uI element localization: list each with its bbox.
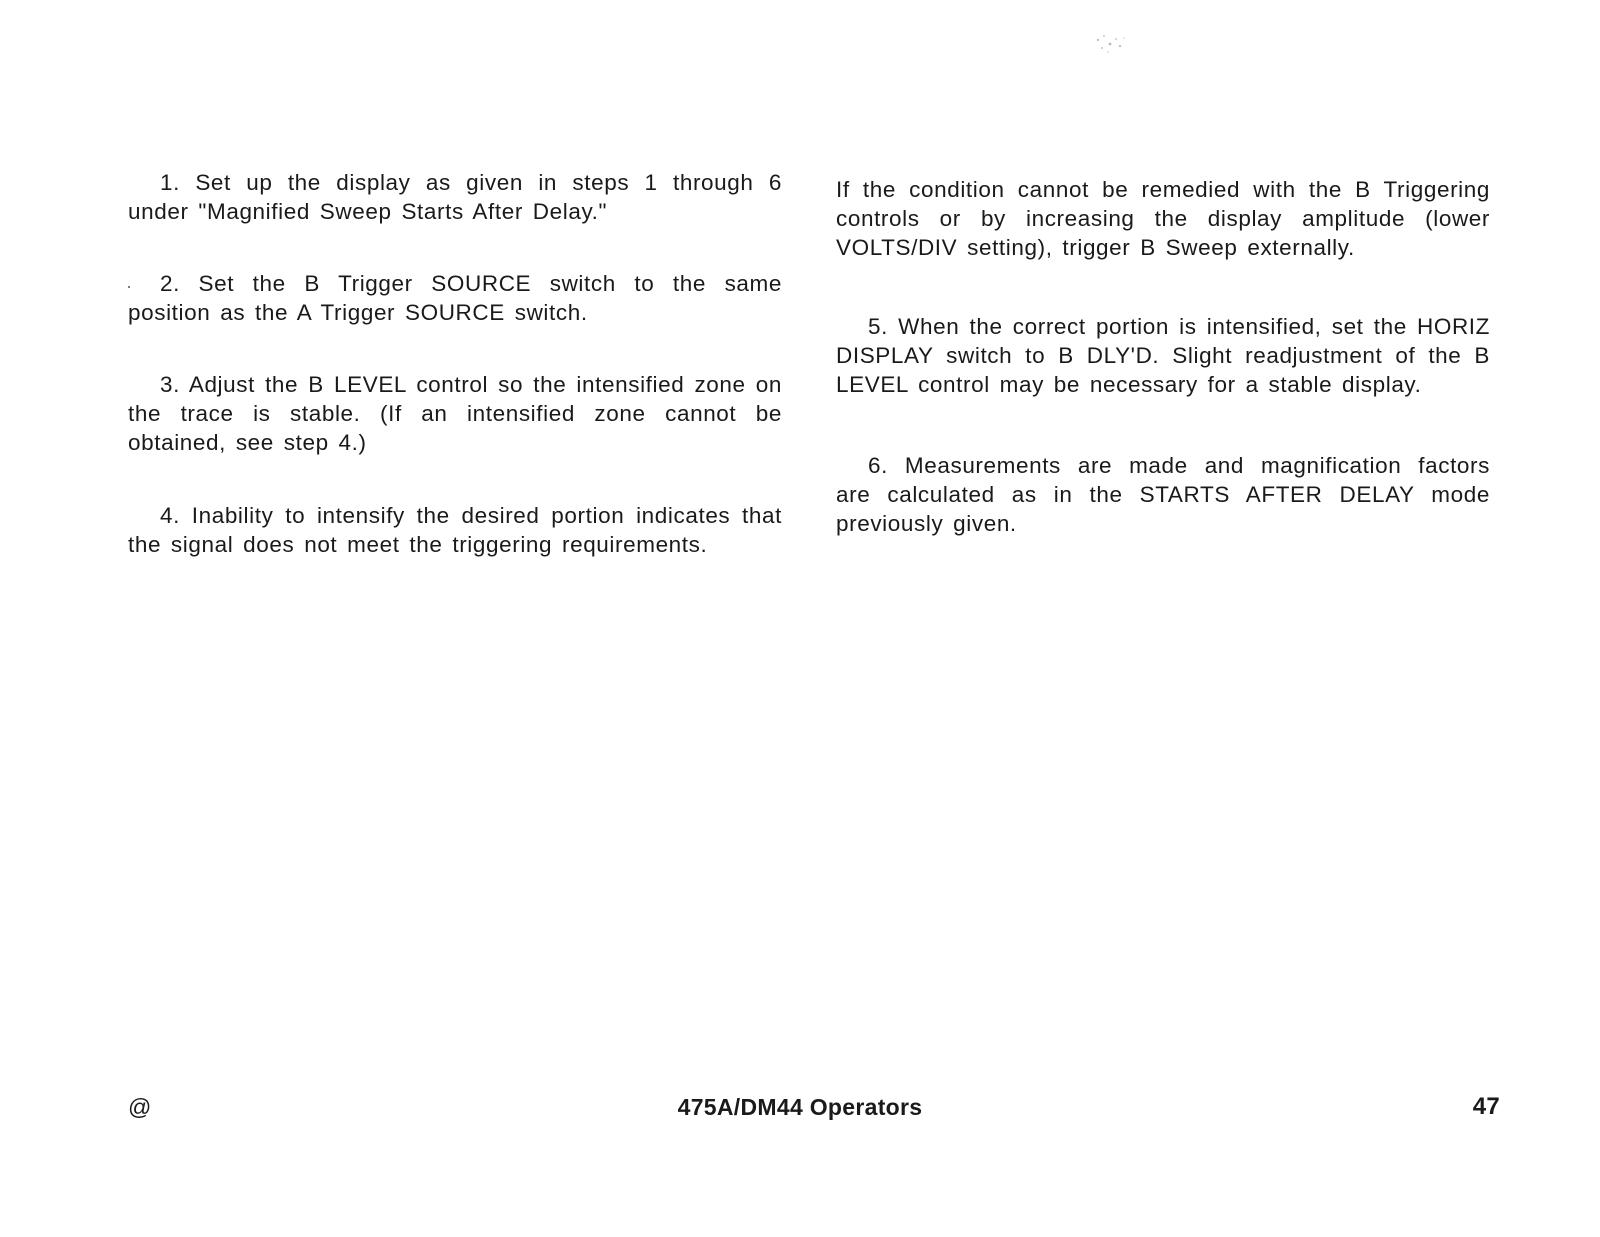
scan-speck <box>1090 30 1132 60</box>
footer-title: 475A/DM44 Operators <box>677 1094 923 1120</box>
step-4-continued-paragraph: If the condition cannot be remedied with the B Triggering controls or by increasing the display amplitude (lower VOLTS/DIV setting), trigger B Sweep externally. <box>836 177 1490 260</box>
left-column <box>128 168 782 559</box>
footer-mark: @ <box>128 1094 152 1120</box>
page-number: 47 <box>1472 1093 1500 1120</box>
step-2-paragraph: 2. Set the B Trigger SOURCE switch to the same position as the A Trigger SOURCE switch. <box>128 271 782 325</box>
step-3-paragraph: 3. Adjust the B LEVEL control so the intensified zone on the trace is stable. (If an intensified zone cannot be obtained, see step 4.) <box>128 372 782 455</box>
step-4-paragraph: 4. Inability to intensify the desired portion indicates that the signal does not meet the triggering requirements. <box>128 503 782 557</box>
step-1-paragraph: 1. Set up the display as given in steps 1 through 6 under "Magnified Sweep Starts After Delay." <box>128 170 782 224</box>
right-column <box>836 168 1490 538</box>
step-6-paragraph: 6. Measurements are made and magnification factors are calculated as in the STARTS AFTER DELAY mode previously given. <box>836 453 1490 536</box>
step-5-paragraph: 5. When the correct portion is intensified, set the HORIZ DISPLAY switch to B DLY'D. Slight readjustment of the B LEVEL control may be necessary for a stable display. <box>836 314 1490 397</box>
